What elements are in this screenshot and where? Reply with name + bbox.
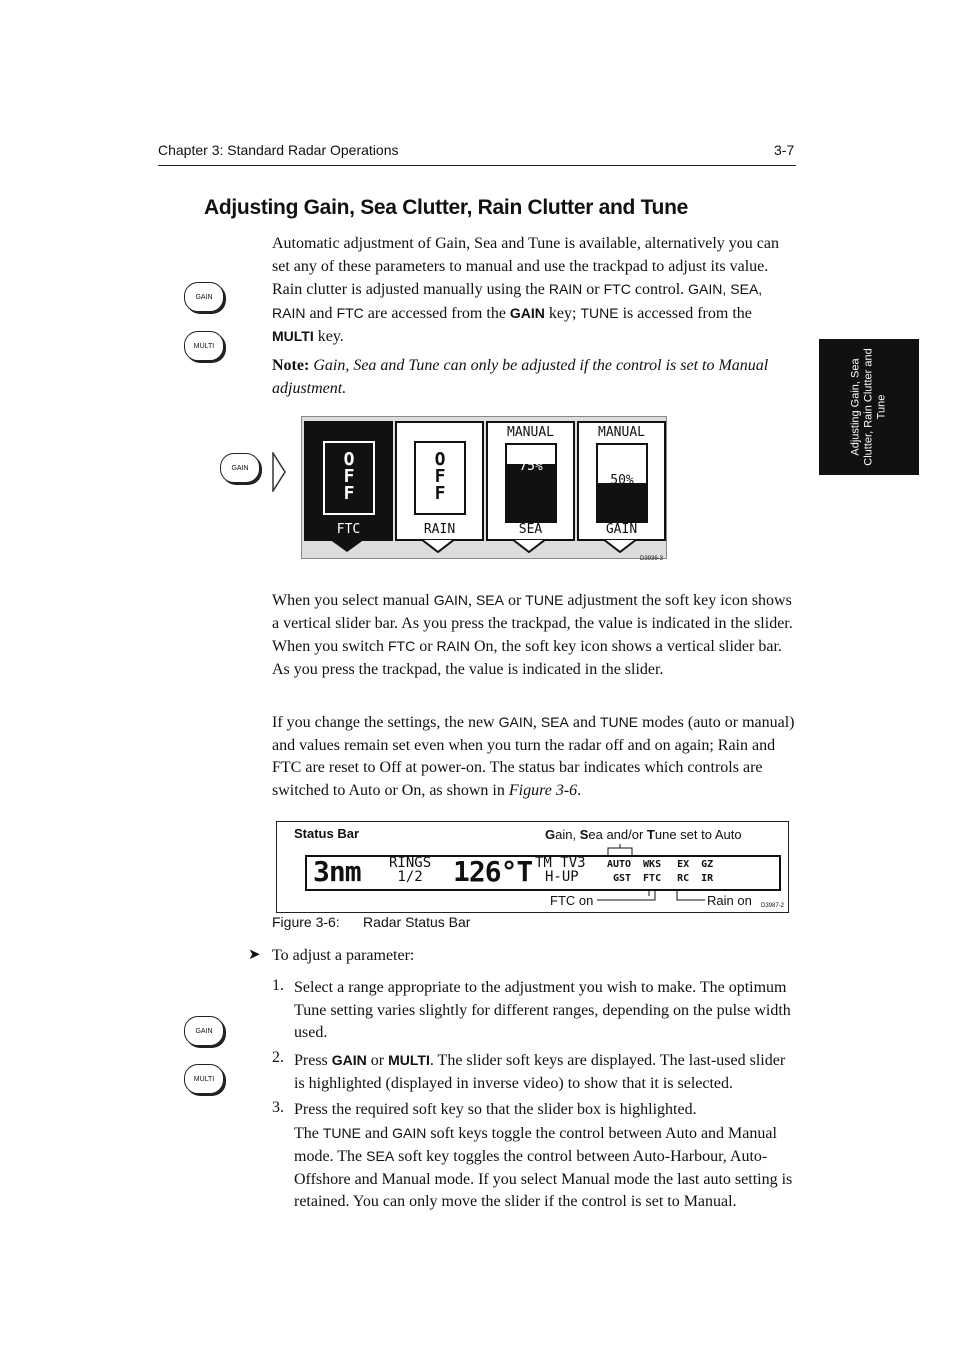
rings-readout: RINGS 1/2: [389, 855, 432, 885]
figure-code-2: D3987-2: [761, 903, 785, 909]
rain-slider: [414, 441, 466, 515]
auto-annotation: Gain, Sea and/or Tune set to Auto: [545, 827, 742, 842]
section-title: Adjusting Gain, Sea Clutter, Rain Clutter and Tune: [204, 196, 688, 219]
gain-key-icon-figure: GAIN: [220, 453, 260, 483]
ftc-soft-key: [304, 421, 393, 541]
sea-mode: MANUAL: [507, 425, 554, 440]
rain-label: RAIN: [423, 522, 456, 537]
sea-soft-key: [486, 421, 575, 541]
multi-key-icon-2: MULTI: [184, 1064, 224, 1094]
gain-soft-key: [577, 421, 666, 541]
slider-paragraph: When you select manual GAIN, SEA or TUNE adjustment the soft key icon shows a vertical slider bar. As you press the trackpad, the value is indicated in the slider. When you switch FTC or RAIN On, the soft key icon shows a vertical slider bar. As you press the trackpad, the value is indicated in the slider.: [272, 592, 793, 678]
rain-on-label: Rain on: [707, 893, 752, 908]
ftc-label: FTC: [336, 522, 361, 537]
gain-pointer: [602, 539, 638, 553]
intro-paragraph: Automatic adjustment of Gain, Sea and Tune is available, alternatively you can set any of these parameters to manual and use the trackpad to adjust its value. Rain clutter is adjusted manually using the RAIN or FTC control. GAIN, SEA, RAIN and FTC are accessed from the GAIN key; TUNE is accessed from the MULTI key.: [272, 235, 779, 345]
status-flags: AUTO WKS EX GZ GST FTC RC IR: [607, 859, 714, 884]
page-number: 3-7: [774, 142, 795, 158]
rain-soft-key: [395, 421, 484, 541]
gain-label: GAIN: [605, 522, 638, 537]
figure-caption: Figure 3-6: Radar Status Bar: [272, 914, 471, 930]
ftc-pointer: [329, 539, 365, 553]
step-1: Select a range appropriate to the adjustment you wish to make. The optimum Tune setting varies slightly for different ranges, depending on the pulse width used.: [294, 979, 791, 1041]
figure-code: D3936-3: [640, 556, 664, 562]
arrow-right-icon: [272, 452, 286, 492]
procedure-arrow-icon: ➤: [248, 947, 261, 963]
chapter-header: Chapter 3: Standard Radar Operations: [158, 142, 399, 158]
step-number-3: 3.: [272, 1099, 284, 1116]
gain-key-icon-2: GAIN: [184, 1016, 224, 1046]
settings-paragraph: If you change the settings, the new GAIN, SEA and TUNE modes (auto or manual) and values remain set even when you turn the radar off and on again; Rain and FTC are reset to Off at power-on. The status bar indicates which controls are switched to Auto or On, as shown in Figure 3-6.: [272, 714, 795, 799]
range-readout: 3nm: [313, 855, 361, 888]
procedure-intro: To adjust a parameter:: [272, 947, 415, 964]
rain-pointer: [420, 539, 456, 553]
step-number-1: 1.: [272, 977, 284, 994]
side-tab: [819, 339, 919, 475]
step-number-2: 2.: [272, 1049, 284, 1066]
sea-value: 75%: [519, 459, 543, 474]
gain-slider: [596, 443, 648, 523]
heading-readout: 126°T: [453, 855, 533, 888]
ftc-slider: [323, 441, 375, 515]
status-bar-display: [305, 855, 781, 891]
sea-label: SEA: [518, 522, 543, 537]
gain-mode: MANUAL: [598, 425, 645, 440]
status-bar-label: Status Bar: [294, 826, 360, 841]
header-rule: [158, 165, 796, 166]
gain-slider-fill: [598, 483, 646, 521]
sea-slider: [505, 443, 557, 523]
mode-readout: TM TV3 H-UP: [535, 855, 586, 885]
callout-lines: [597, 888, 707, 904]
note-paragraph: Note: Gain, Sea and Tune can only be adjusted if the control is set to Manual adjustment.: [272, 357, 769, 397]
side-tab-text: Adjusting Gain, Sea Clutter, Rain Clutter and Tune: [849, 348, 888, 466]
soft-key-figure: [301, 416, 667, 559]
ftc-on-label: FTC on: [550, 893, 594, 908]
status-bar-figure: [276, 821, 789, 913]
sea-pointer: [511, 539, 547, 553]
gain-key-icon: GAIN: [184, 282, 224, 312]
step-3: Press the required soft key so that the slider box is highlighted. The TUNE and GAIN soft keys toggle the control between Auto and Manual mode. The SEA soft key toggles the control between Auto-Harbour, Auto-Offshore and Manual mode. If you select Manual mode the last auto setting is retained. You can only move the slider if the control is set to Manual.: [294, 1101, 793, 1210]
multi-key-icon: MULTI: [184, 331, 224, 361]
step-2: Press GAIN or MULTI. The slider soft keys are displayed. The last-used slider is highlighted (displayed in inverse video) to show that it is selected.: [294, 1052, 786, 1092]
ftc-value: OFF: [343, 449, 355, 504]
gain-value: 50%: [610, 473, 634, 488]
rain-value: OFF: [434, 449, 446, 504]
